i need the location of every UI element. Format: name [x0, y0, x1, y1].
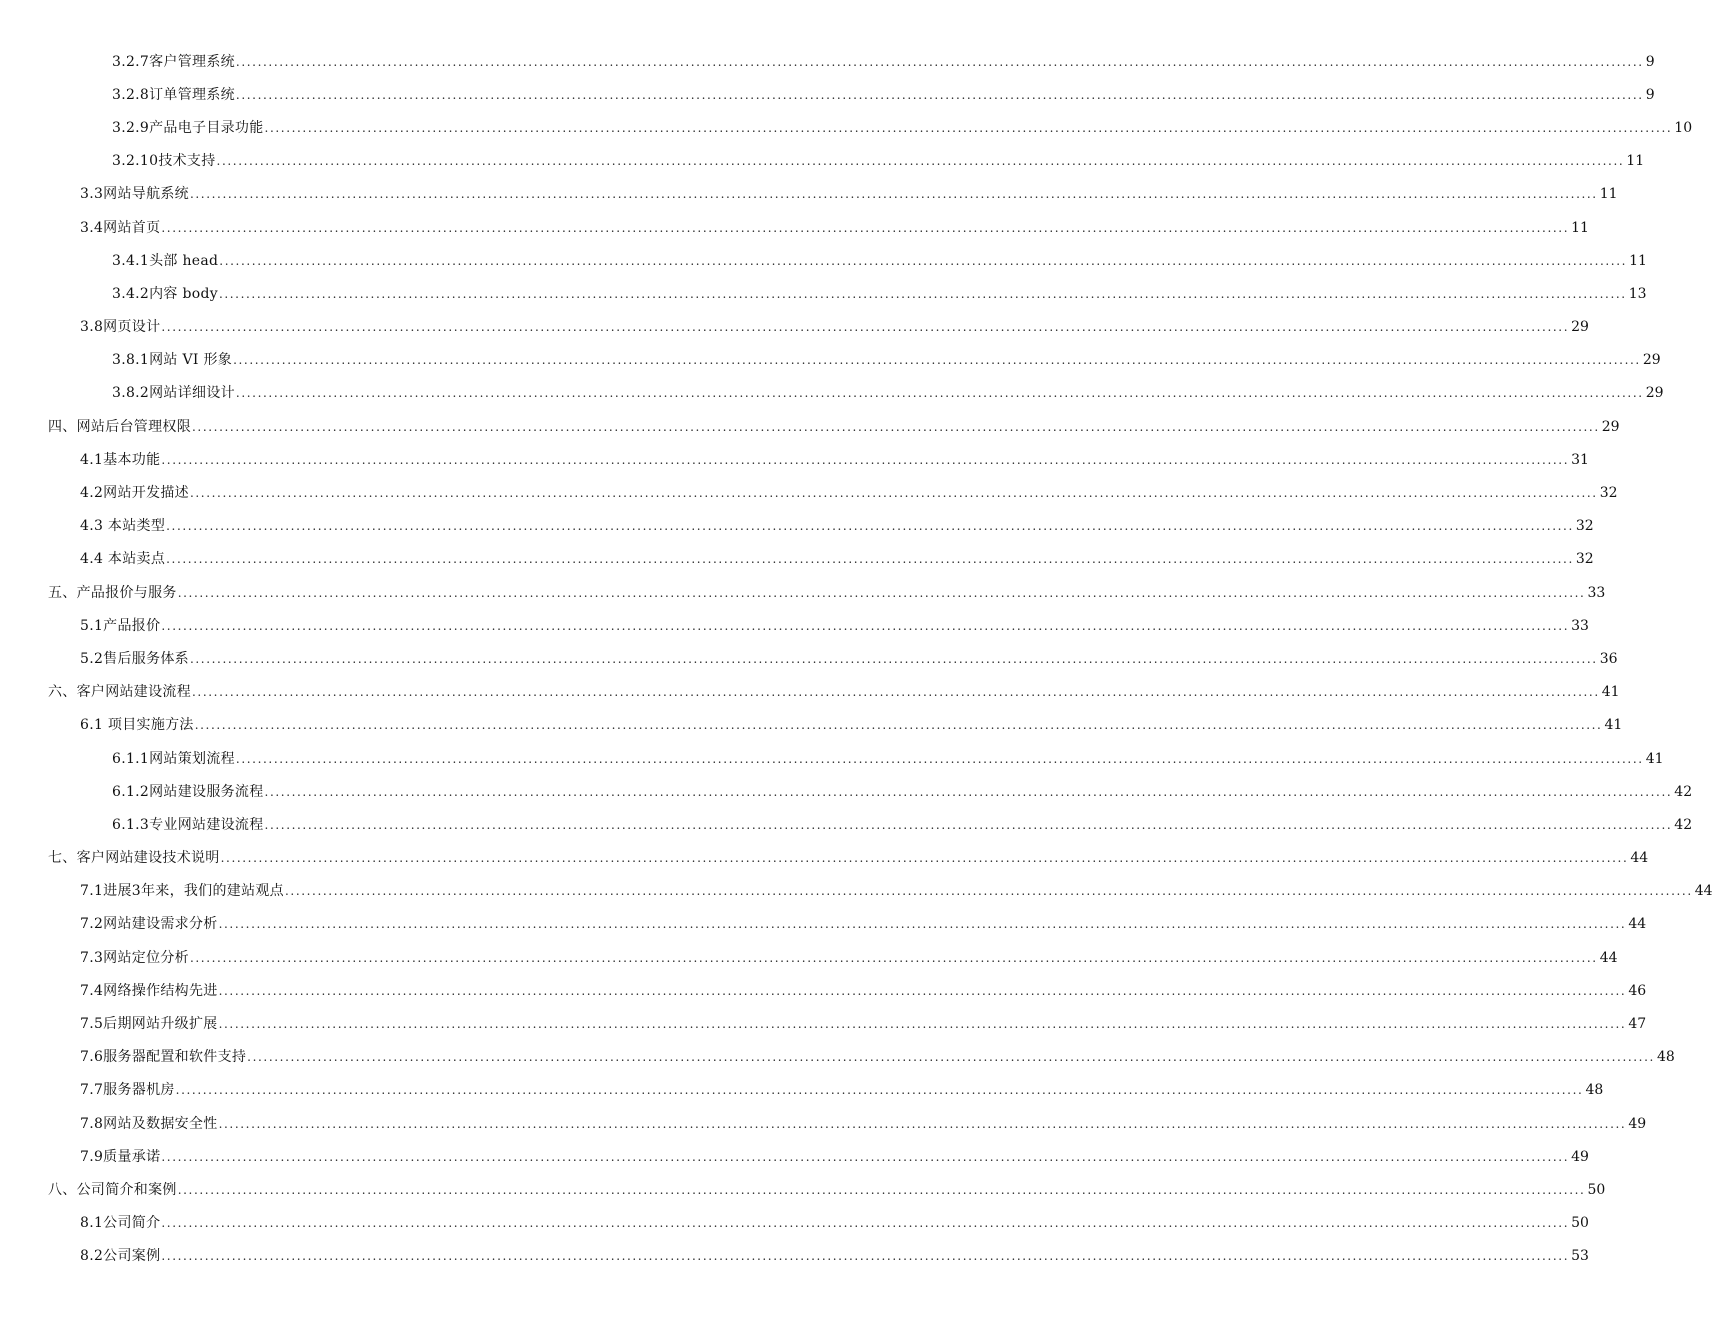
toc-entry-title: 六、客户网站建设流程: [48, 684, 191, 701]
toc-entry-title: 3.4.2内容 body: [112, 285, 218, 302]
toc-entry[interactable]: [0, 742, 1664, 775]
toc-entry[interactable]: [0, 178, 1618, 211]
toc-entry[interactable]: [0, 78, 1655, 111]
toc-dot-leader: ....................................................................................................................................................................................................................................................................: [177, 1182, 1586, 1197]
toc-dot-leader: ....................................................................................................................................................................................................................................................................: [235, 54, 1644, 69]
toc-entry-page-number: 50: [1571, 1215, 1589, 1232]
toc-entry[interactable]: [0, 775, 1693, 808]
toc-entry-title: 8.2公司案例: [80, 1248, 161, 1265]
toc-entry[interactable]: [0, 1107, 1647, 1140]
toc-entry-page-number: 47: [1628, 1016, 1647, 1033]
toc-entry-page-number: 36: [1599, 650, 1618, 667]
toc-dot-leader: ....................................................................................................................................................................................................................................................................: [220, 851, 1629, 866]
toc-dot-leader: ....................................................................................................................................................................................................................................................................: [161, 1149, 1570, 1164]
toc-entry-title: 3.8.2网站详细设计: [112, 385, 235, 402]
toc-entry-page-number: 29: [1645, 385, 1664, 402]
toc-dot-leader: ....................................................................................................................................................................................................................................................................: [218, 917, 1627, 932]
toc-dot-leader: ....................................................................................................................................................................................................................................................................: [194, 718, 1603, 733]
toc-entry-page-number: 11: [1629, 252, 1647, 269]
toc-entry[interactable]: [0, 443, 1589, 476]
toc-entry[interactable]: [0, 1173, 1606, 1206]
toc-entry-page-number: 41: [1604, 717, 1623, 734]
toc-entry-title: 4.3 本站类型: [80, 518, 166, 535]
toc-entry-page-number: 33: [1587, 584, 1606, 601]
toc-entry-page-number: 42: [1674, 816, 1693, 833]
toc-entry-title: 3.8网页设计: [80, 319, 161, 336]
toc-dot-leader: ....................................................................................................................................................................................................................................................................: [161, 618, 1570, 633]
toc-entry-page-number: 33: [1571, 617, 1589, 634]
toc-entry[interactable]: [0, 642, 1618, 675]
toc-dot-leader: ....................................................................................................................................................................................................................................................................: [216, 154, 1625, 169]
toc-entry-title: 3.4.1头部 head: [112, 252, 219, 269]
toc-dot-leader: ....................................................................................................................................................................................................................................................................: [264, 784, 1673, 799]
toc-dot-leader: ....................................................................................................................................................................................................................................................................: [161, 220, 1570, 235]
toc-entry-title: 7.7服务器机房: [80, 1082, 175, 1099]
toc-entry[interactable]: [0, 576, 1606, 609]
toc-entry-title: 3.2.7客户管理系统: [112, 53, 235, 70]
toc-dot-leader: ....................................................................................................................................................................................................................................................................: [161, 1216, 1570, 1231]
toc-dot-leader: ....................................................................................................................................................................................................................................................................: [219, 253, 1628, 268]
toc-entry[interactable]: [0, 476, 1618, 509]
toc-dot-leader: ....................................................................................................................................................................................................................................................................: [218, 286, 1627, 301]
toc-entry-title: 7.9质量承诺: [80, 1148, 161, 1165]
toc-entry-title: 6.1.2网站建设服务流程: [112, 783, 264, 800]
toc-entry[interactable]: [0, 1240, 1589, 1273]
toc-entry-title: 4.1基本功能: [80, 451, 161, 468]
toc-entry-title: 7.6服务器配置和软件支持: [80, 1049, 247, 1066]
toc-entry[interactable]: [0, 543, 1594, 576]
toc-dot-leader: ....................................................................................................................................................................................................................................................................: [264, 120, 1673, 135]
toc-dot-leader: ....................................................................................................................................................................................................................................................................: [218, 1017, 1627, 1032]
toc-dot-leader: ....................................................................................................................................................................................................................................................................: [161, 320, 1570, 335]
toc-entry-page-number: 32: [1575, 551, 1594, 568]
toc-entry-title: 7.4网络操作结构先进: [80, 982, 218, 999]
toc-entry[interactable]: [0, 311, 1589, 344]
toc-entry[interactable]: [0, 1140, 1589, 1173]
toc-dot-leader: ....................................................................................................................................................................................................................................................................: [233, 353, 1641, 368]
toc-entry-title: 五、产品报价与服务: [48, 584, 177, 601]
toc-entry-page-number: 31: [1571, 451, 1589, 468]
toc-entry-page-number: 13: [1628, 285, 1647, 302]
toc-dot-leader: ....................................................................................................................................................................................................................................................................: [175, 1083, 1584, 1098]
toc-entry[interactable]: [0, 1007, 1647, 1040]
toc-entry-page-number: 29: [1571, 319, 1589, 336]
toc-dot-leader: ....................................................................................................................................................................................................................................................................: [161, 1249, 1570, 1264]
toc-entry[interactable]: [0, 1074, 1604, 1107]
toc-entry[interactable]: [0, 974, 1647, 1007]
toc-dot-leader: ....................................................................................................................................................................................................................................................................: [235, 386, 1644, 401]
toc-entry[interactable]: [0, 676, 1620, 709]
toc-entry-page-number: 29: [1642, 352, 1661, 369]
toc-dot-leader: ....................................................................................................................................................................................................................................................................: [235, 751, 1644, 766]
toc-entry-page-number: 48: [1585, 1082, 1604, 1099]
toc-entry[interactable]: [0, 808, 1693, 841]
toc-entry-title: 3.4网站首页: [80, 219, 161, 236]
toc-entry-page-number: 41: [1601, 684, 1620, 701]
toc-entry-title: 3.2.10技术支持: [112, 153, 216, 170]
toc-entry[interactable]: [0, 1041, 1675, 1074]
toc-entry-page-number: 29: [1601, 418, 1620, 435]
toc-entry[interactable]: [0, 145, 1645, 178]
toc-dot-leader: ....................................................................................................................................................................................................................................................................: [161, 452, 1570, 467]
toc-dot-leader: ....................................................................................................................................................................................................................................................................: [192, 419, 1600, 434]
toc-dot-leader: ....................................................................................................................................................................................................................................................................: [235, 87, 1644, 102]
toc-entry-page-number: 32: [1599, 485, 1618, 502]
toc-entry-page-number: 11: [1626, 153, 1645, 170]
toc-entry-title: 5.2售后服务体系: [80, 650, 189, 667]
toc-entry[interactable]: [0, 277, 1647, 310]
toc-entry[interactable]: [0, 875, 1713, 908]
toc-dot-leader: ....................................................................................................................................................................................................................................................................: [247, 1050, 1655, 1065]
toc-entry-title: 6.1.1网站策划流程: [112, 750, 235, 767]
toc-entry-title: 七、客户网站建设技术说明: [48, 850, 220, 867]
toc-dot-leader: ....................................................................................................................................................................................................................................................................: [218, 983, 1627, 998]
toc-entry-title: 7.8网站及数据安全性: [80, 1115, 218, 1132]
toc-entry-title: 四、网站后台管理权限: [48, 418, 191, 435]
toc-entry-page-number: 46: [1628, 982, 1647, 999]
toc-entry-title: 4.4 本站卖点: [80, 551, 166, 568]
toc-entry-page-number: 53: [1571, 1248, 1589, 1265]
toc-entry-title: 7.2网站建设需求分析: [80, 916, 218, 933]
toc-entry[interactable]: [0, 1207, 1589, 1240]
toc-entry-page-number: 42: [1674, 783, 1693, 800]
toc-entry-title: 7.5后期网站升级扩展: [80, 1016, 218, 1033]
toc-entry[interactable]: [0, 842, 1649, 875]
toc-entry-title: 6.1 项目实施方法: [80, 717, 194, 734]
toc-entry-page-number: 48: [1656, 1049, 1675, 1066]
toc-dot-leader: ....................................................................................................................................................................................................................................................................: [284, 884, 1693, 899]
toc-entry-page-number: 44: [1694, 883, 1713, 900]
toc-entry-page-number: 44: [1628, 916, 1647, 933]
toc-entry-page-number: 50: [1587, 1181, 1606, 1198]
toc-entry[interactable]: [0, 344, 1661, 377]
toc-entry-title: 3.2.8订单管理系统: [112, 86, 235, 103]
toc-entry-title: 4.2网站开发描述: [80, 485, 189, 502]
toc-entry[interactable]: [0, 941, 1618, 974]
toc-entry[interactable]: [0, 510, 1594, 543]
toc-entry-page-number: 32: [1575, 518, 1594, 535]
toc-entry-page-number: 44: [1630, 850, 1649, 867]
toc-dot-leader: ....................................................................................................................................................................................................................................................................: [166, 552, 1574, 567]
toc-dot-leader: ....................................................................................................................................................................................................................................................................: [192, 685, 1600, 700]
toc-entry[interactable]: [0, 377, 1664, 410]
toc-entry-page-number: 9: [1645, 86, 1655, 103]
toc-entry[interactable]: [0, 211, 1589, 244]
toc-entry[interactable]: [0, 111, 1693, 144]
toc-entry[interactable]: [0, 709, 1623, 742]
toc-entry-title: 5.1产品报价: [80, 617, 161, 634]
toc-entry-title: 7.1进展3年来，我们的建站观点: [80, 883, 284, 900]
toc-entry-title: 八、公司简介和案例: [48, 1181, 177, 1198]
toc-entry-title: 7.3网站定位分析: [80, 949, 189, 966]
toc-entry-page-number: 44: [1599, 949, 1618, 966]
toc-entry-title: 3.8.1网站 VI 形象: [112, 352, 233, 369]
toc-dot-leader: ....................................................................................................................................................................................................................................................................: [189, 187, 1598, 202]
toc-entry[interactable]: [0, 908, 1647, 941]
toc-entry[interactable]: [0, 244, 1647, 277]
toc-entry-title: 8.1公司简介: [80, 1215, 161, 1232]
toc-dot-leader: ....................................................................................................................................................................................................................................................................: [189, 486, 1598, 501]
toc-dot-leader: ....................................................................................................................................................................................................................................................................: [166, 519, 1574, 534]
toc-entry[interactable]: [0, 410, 1620, 443]
toc-entry-page-number: 11: [1599, 186, 1618, 203]
toc-dot-leader: ....................................................................................................................................................................................................................................................................: [218, 1116, 1627, 1131]
toc-entry[interactable]: [0, 609, 1589, 642]
toc-entry-page-number: 11: [1571, 219, 1589, 236]
toc-entry-title: 3.3网站导航系统: [80, 186, 189, 203]
toc-entry-title: 6.1.3专业网站建设流程: [112, 816, 264, 833]
toc-dot-leader: ....................................................................................................................................................................................................................................................................: [264, 817, 1673, 832]
toc-dot-leader: ....................................................................................................................................................................................................................................................................: [189, 950, 1598, 965]
toc-entry-page-number: 10: [1674, 119, 1693, 136]
toc-dot-leader: ....................................................................................................................................................................................................................................................................: [177, 585, 1586, 600]
toc-entry-page-number: 41: [1645, 750, 1664, 767]
table-of-contents: [0, 45, 1713, 1273]
toc-entry[interactable]: [0, 45, 1655, 78]
toc-dot-leader: ....................................................................................................................................................................................................................................................................: [189, 651, 1598, 666]
toc-entry-page-number: 9: [1645, 53, 1655, 70]
toc-entry-title: 3.2.9产品电子目录功能: [112, 119, 264, 136]
toc-entry-page-number: 49: [1571, 1148, 1589, 1165]
toc-entry-page-number: 49: [1628, 1115, 1647, 1132]
